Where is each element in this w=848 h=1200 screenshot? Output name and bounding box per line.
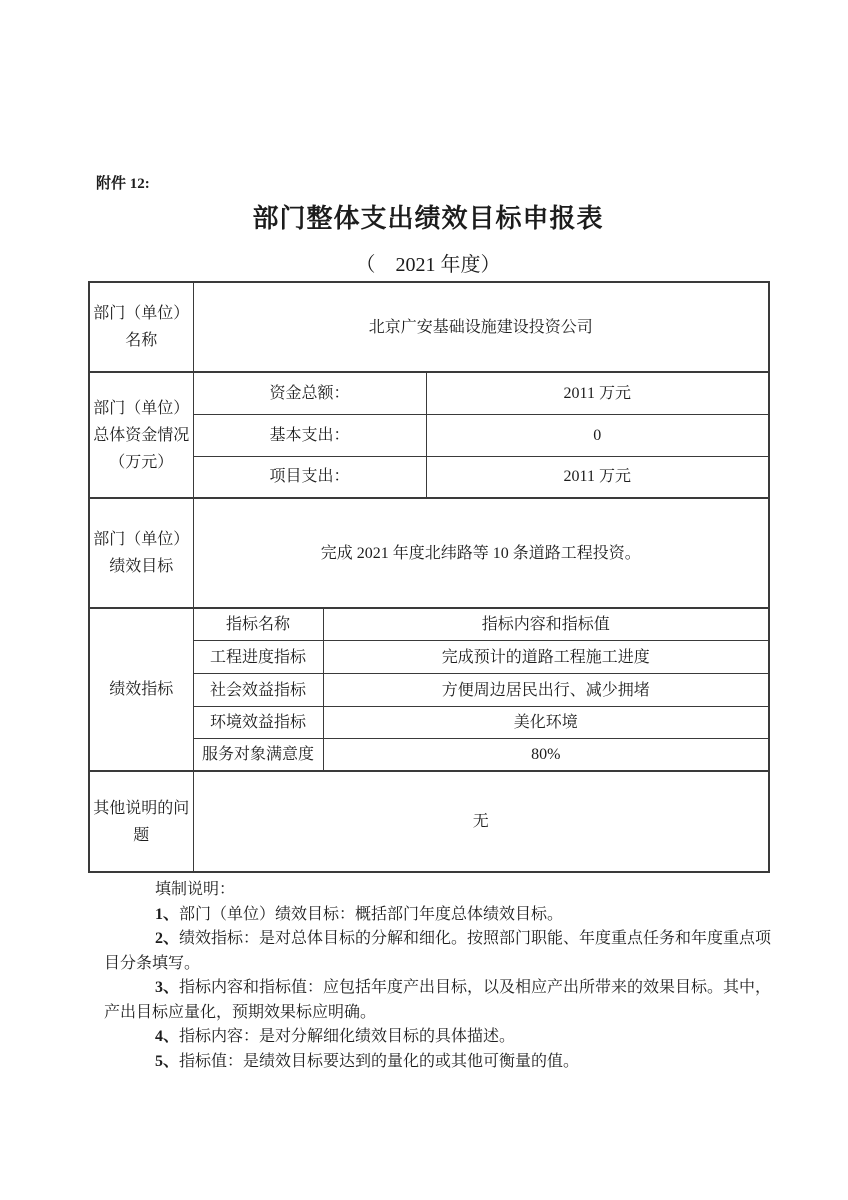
performance-target-form-table <box>88 281 770 873</box>
indicator-social-label-cell: 社会效益指标 <box>193 674 323 707</box>
funds-basic-value-cell: 0 <box>426 414 769 456</box>
indicator-environment-value-cell: 美化环境 <box>323 707 769 739</box>
indicator-content-header-cell: 指标内容和指标值 <box>323 608 769 641</box>
page-title: 部门整体支出绩效目标申报表 <box>252 204 604 233</box>
indicator-progress-label-cell: 工程进度指标 <box>193 641 323 674</box>
funds-total-value-cell: 2011 万元 <box>426 372 769 414</box>
filling-instruction-item <box>104 903 775 928</box>
filling-instruction-item <box>104 1025 775 1050</box>
instruction-number: 2、 <box>155 930 180 947</box>
funds-section-label-cell: 部门（单位）总体资金情况（万元） <box>89 372 193 498</box>
funds-basic-label-cell: 基本支出： <box>193 414 426 456</box>
instruction-number: 3、 <box>155 979 180 996</box>
indicator-header-row <box>89 608 769 641</box>
indicator-satisfaction-value-cell: 80% <box>323 739 769 772</box>
indicator-satisfaction-label-cell: 服务对象满意度 <box>193 739 323 772</box>
funds-total-label-cell: 资金总额： <box>193 372 426 414</box>
filling-instruction-item <box>104 1050 775 1075</box>
performance-target-value-cell: 完成 2021 年度北纬路等 10 条道路工程投资。 <box>193 498 769 608</box>
instruction-number: 4、 <box>155 1028 180 1045</box>
attachment-label: 附件 12: <box>96 176 150 192</box>
funds-project-value-cell: 2011 万元 <box>426 456 769 498</box>
indicator-social-value-cell: 方便周边居民出行、减少拥堵 <box>323 674 769 707</box>
instruction-number: 5、 <box>155 1052 180 1070</box>
indicators-section-label-cell: 绩效指标 <box>89 608 193 771</box>
other-issues-row <box>89 771 769 872</box>
other-issues-label-cell: 其他说明的问题 <box>89 771 193 872</box>
dept-name-value-cell: 北京广安基础设施建设投资公司 <box>193 282 769 372</box>
funds-total-row <box>89 372 769 414</box>
performance-target-row <box>89 498 769 608</box>
page-subtitle-year: （ 2021 年度） <box>355 254 501 276</box>
other-issues-value-cell: 无 <box>193 771 769 872</box>
instruction-text: 指标内容和指标值：应包括年度产出目标，以及相应产出所带来的效果目标。其中，产出目标应量化，预期效果标应明确。 <box>104 979 772 1021</box>
instruction-number: 1、 <box>155 905 180 923</box>
instruction-text: 绩效指标：是对总体目标的分解和细化。按照部门职能、年度重点任务和年度重点项目分条填写。 <box>104 930 772 972</box>
filling-instruction-item <box>104 976 775 1025</box>
indicator-name-header-cell: 指标名称 <box>193 608 323 641</box>
indicator-progress-value-cell: 完成预计的道路工程施工进度 <box>323 641 769 674</box>
instruction-text: 指标内容：是对分解细化绩效目标的具体描述。 <box>179 1028 516 1045</box>
filling-instructions <box>104 878 775 1074</box>
filling-instructions-heading: 填制说明： <box>155 881 236 898</box>
dept-name-row <box>89 282 769 372</box>
performance-target-label-cell: 部门（单位）绩效目标 <box>89 498 193 608</box>
indicator-environment-label-cell: 环境效益指标 <box>193 707 323 739</box>
instruction-text: 指标值：是绩效目标要达到的量化的或其他可衡量的值。 <box>179 1052 580 1070</box>
filling-instruction-item <box>104 927 775 976</box>
instruction-text: 部门（单位）绩效目标：概括部门年度总体绩效目标。 <box>179 905 564 923</box>
dept-name-label-cell: 部门（单位）名称 <box>89 282 193 372</box>
funds-project-label-cell: 项目支出： <box>193 456 426 498</box>
